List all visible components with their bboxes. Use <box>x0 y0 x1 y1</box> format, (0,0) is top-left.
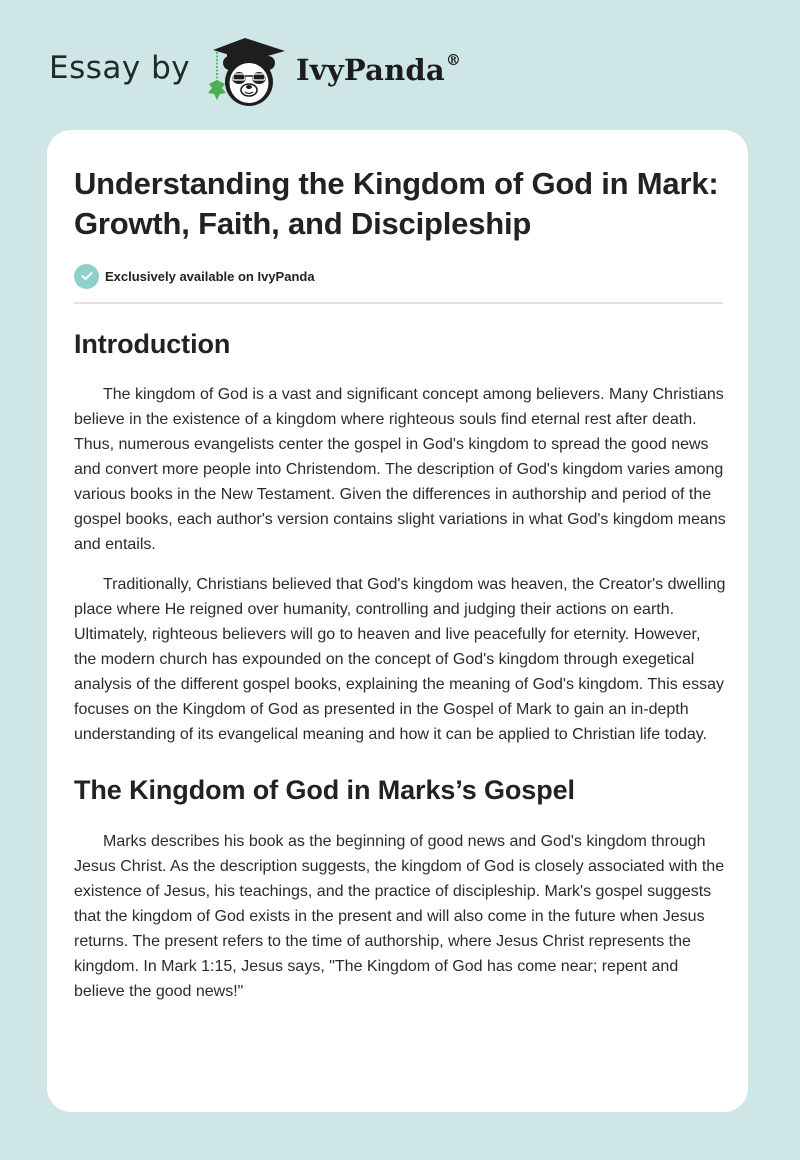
section-heading-kingdom-in-mark: The Kingdom of God in Marks’s Gospel <box>74 775 575 805</box>
paragraph: The kingdom of God is a vast and significant concept among believers. Many Christians believe in the existence of a kingdom where righteous souls find eternal rest after death. Thus, numerous evangelists center the gospel in God's kingdom to spread the good news and convert more people into Christendom. The description of God's kingdom varies among various books in the New Testament. Given the differences in authorship and period of the gospel books, each author's version contains slight variations in what God's kingdom means and entails. <box>74 386 726 553</box>
brand-name[interactable] <box>296 53 461 87</box>
exclusive-label: Exclusively available on IvyPanda <box>105 268 315 284</box>
essay-content <box>74 320 726 1004</box>
section-heading-introduction: Introduction <box>74 329 231 359</box>
essay-by-label: Essay by <box>49 50 191 86</box>
exclusive-badge <box>74 263 315 289</box>
divider <box>74 302 723 304</box>
brand-text: IvyPanda <box>296 53 445 87</box>
check-icon <box>74 264 99 289</box>
page-title: Understanding the Kingdom of God in Mark: Growth, Faith, and Discipleship <box>74 166 719 241</box>
essay-card <box>47 130 748 1112</box>
site-header <box>0 0 800 130</box>
paragraph: Traditionally, Christians believed that God's kingdom was heaven, the Creator's dwelling place where He reigned over humanity, controlling and judging their actions on earth. Ultimately, righteous believers will go to heaven and live peacefully for eternity. However, the modern church has expounded on the concept of God's kingdom through exegetical analysis of the different gospel books, explaining the meaning of God's kingdom. This essay focuses on the Kingdom of God as presented in the Gospel of Mark to gain an in-depth understanding of its evangelical meaning and how it can be applied to Christian life today. <box>74 576 726 743</box>
panda-graduate-icon[interactable] <box>203 36 293 108</box>
paragraph: Marks describes his book as the beginning of good news and God's kingdom through Jesus Christ. As the description suggests, the kingdom of God is closely associated with the existence of Jesus, his teachings, and the practice of discipleship. Mark's gospel suggests that the kingdom of God exists in the present and will also come in the future when Jesus returns. The present refers to the time of authorship, where Jesus Christ represents the kingdom. In Mark 1:15, Jesus says, "The Kingdom of God has come near; repent and believe the good news!" <box>74 833 725 1000</box>
registered-mark: ® <box>445 51 462 70</box>
